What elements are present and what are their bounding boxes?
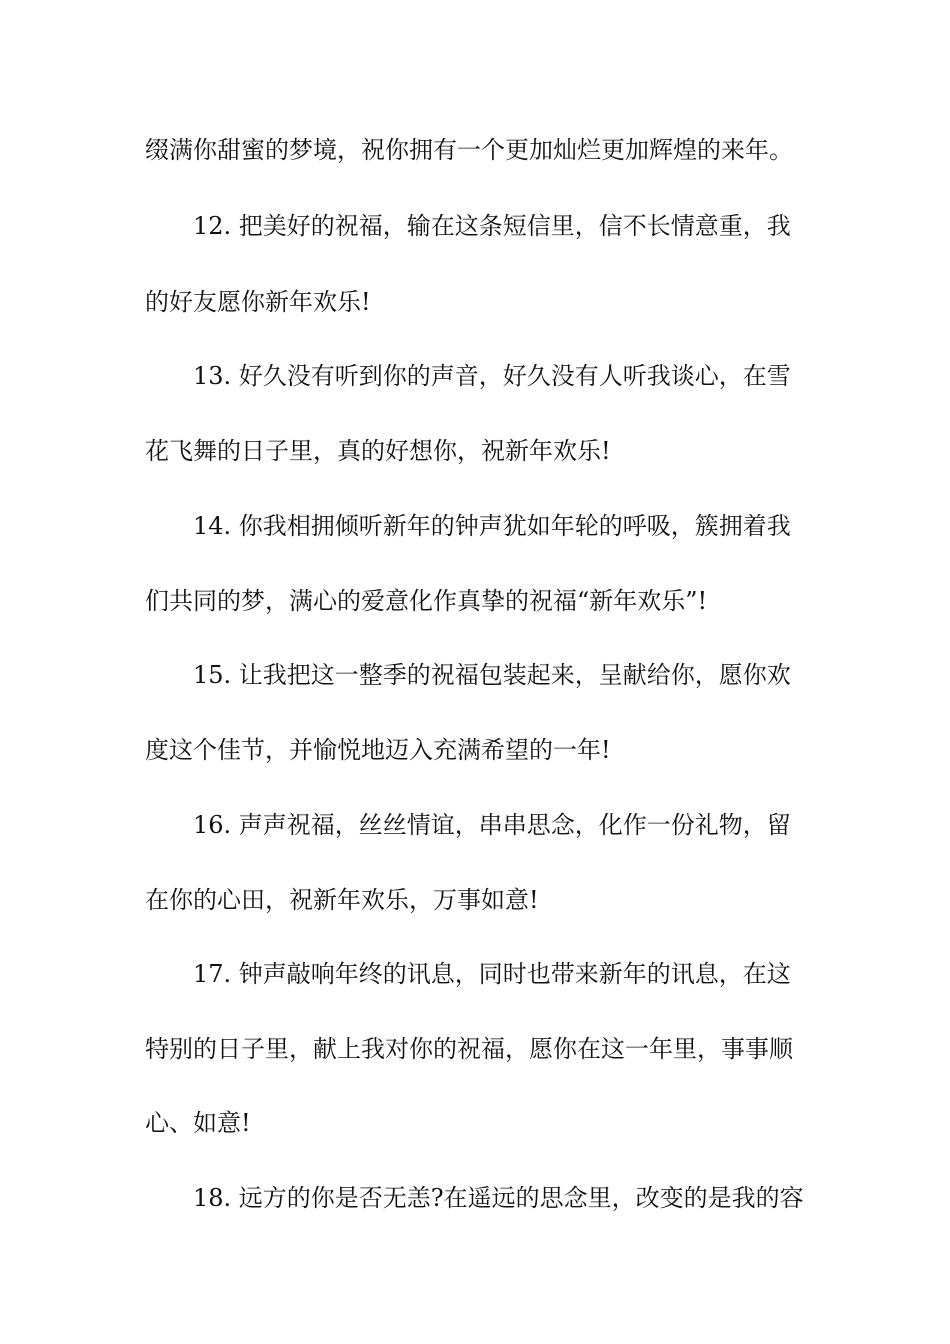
text-line: 的好友愿你新年欢乐! [145,288,371,316]
text-line: 们共同的梦，满心的爱意化作真挚的祝福“新年欢乐”! [145,587,708,615]
list-item-18-line: 18. 远方的你是否无恙?在遥远的思念里，改变的是我的容 [193,1184,804,1212]
list-item-12-line: 12. 把美好的祝福，输在这条短信里，信不长情意重，我 [193,212,791,240]
text-line: 心、如意! [145,1109,251,1137]
list-item-15-line: 15. 让我把这一整季的祝福包装起来，呈献给你，愿你欢 [193,661,791,689]
text-line: 在你的心田，祝新年欢乐，万事如意! [145,886,539,914]
list-item-14-line: 14. 你我相拥倾听新年的钟声犹如年轮的呼吸，簇拥着我 [193,512,791,540]
text-line: 缀满你甜蜜的梦境，祝你拥有一个更加灿烂更加辉煌的来年。 [145,136,793,164]
text-line: 花飞舞的日子里，真的好想你，祝新年欢乐! [145,437,611,465]
text-line: 特别的日子里，献上我对你的祝福，愿你在这一年里，事事顺 [145,1035,793,1063]
list-item-16-line: 16. 声声祝福，丝丝情谊，串串思念，化作一份礼物，留 [193,811,791,839]
text-line: 度这个佳节，并愉悦地迈入充满希望的一年! [145,736,611,764]
list-item-17-line: 17. 钟声敲响年终的讯息，同时也带来新年的讯息，在这 [193,960,791,988]
list-item-13-line: 13. 好久没有听到你的声音，好久没有人听我谈心，在雪 [193,362,791,390]
